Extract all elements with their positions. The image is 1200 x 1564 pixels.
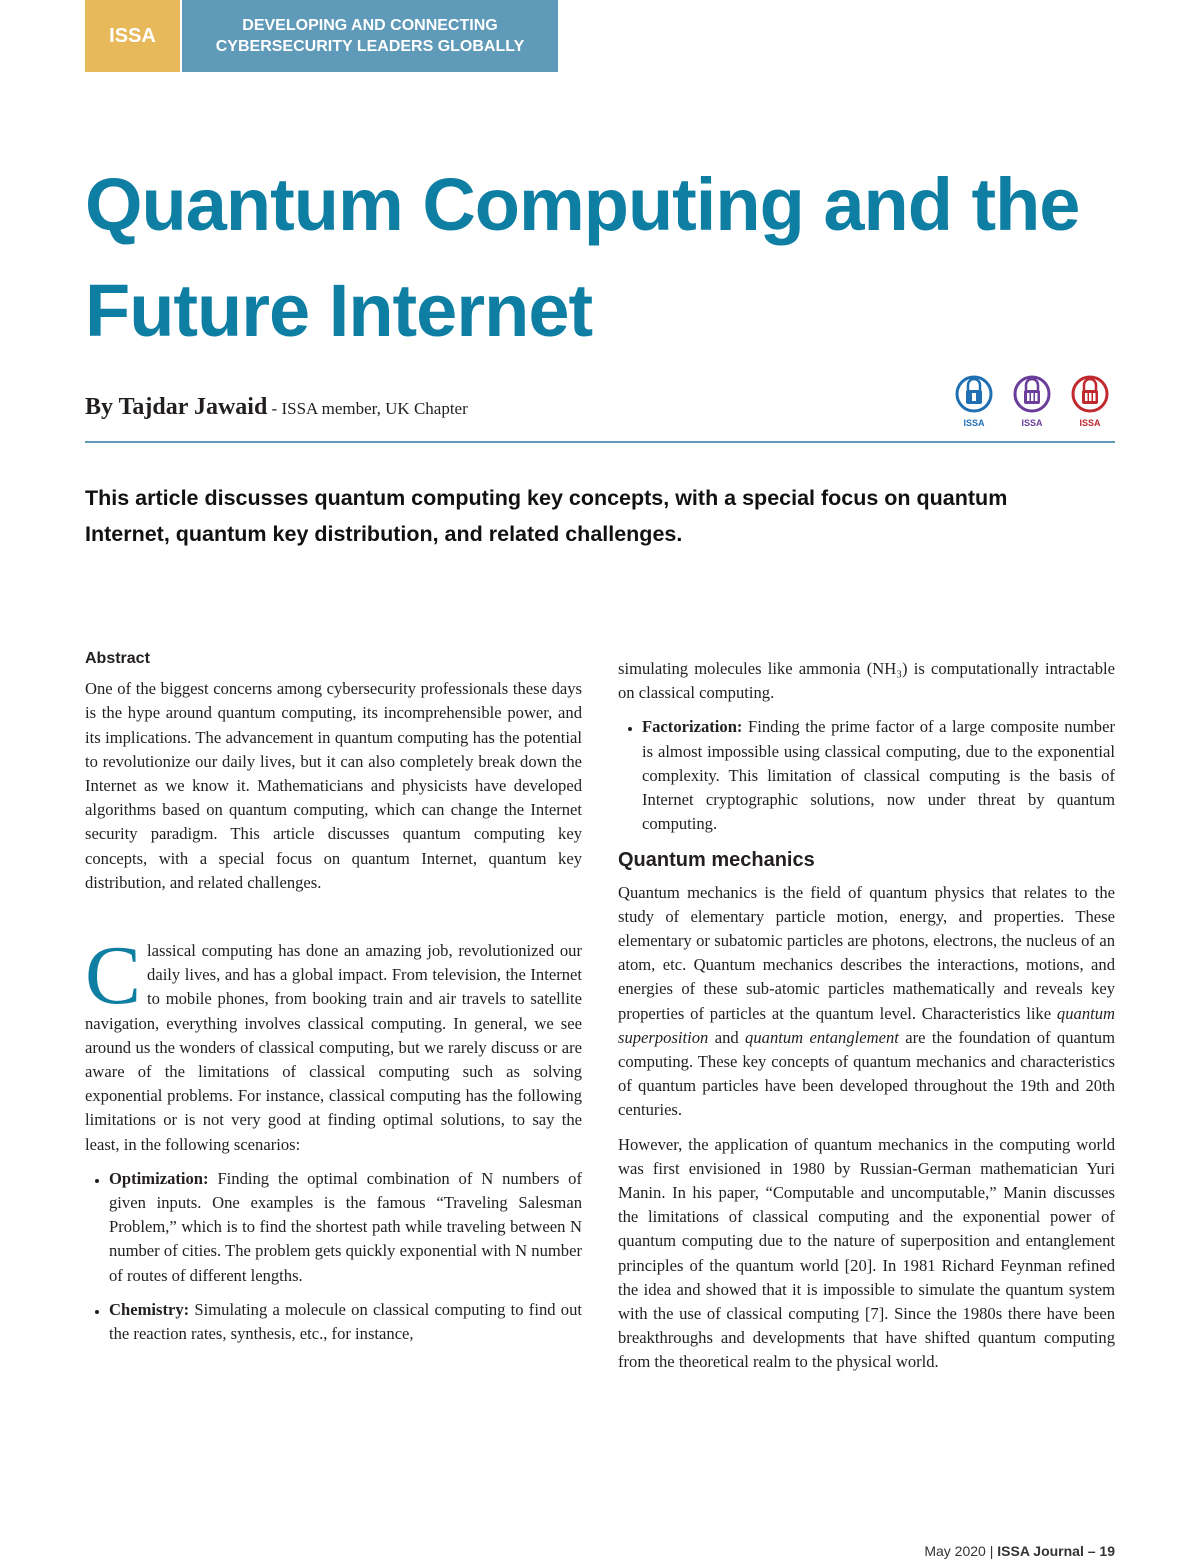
quantum-mechanics-paragraph-1: Quantum mechanics is the field of quantum physics that relates to the study of elementary particle motion, energy, and properties. These elementary or subatomic particles are photons, electrons, the nucleus of an atom, etc. Quantum mechanics describes the interactions, motions, and energies of these sub-atomic particles mathematically and reveals key properties of particles at the quantum level. Characteristics like quantum superposition and quantum entanglement are the foundation of quantum computing. These key concepts of quantum mechanics and characteristics of quantum particles have been developed throughout the 19th and 20th centuries. (618, 882, 1116, 1120)
pre-professional-badge-icon (950, 366, 998, 428)
list-item-text: Finding the optimal combination of N numbers of given inputs. One examples is the famous “Traveling Salesman Problem,” which is to find the shortest path while traveling between N number of cities. The problem gets quickly exponential with N number of routes of different lengths. (109, 1168, 582, 1285)
issa-tagline (182, 0, 558, 72)
intro-paragraph (85, 929, 582, 1157)
list-item (109, 1167, 582, 1288)
svg-text:ISSA: ISSA (1079, 418, 1101, 428)
list-item-text: Finding the prime factor of a large composite number is almost impossible using classical computing, due to the exponential complexity. This limitation of classical computing is the basis of Internet cryptographic solutions, now under threat by quantum computing. (642, 717, 1115, 834)
mid-career-badge-icon (1066, 366, 1114, 428)
left-column (85, 647, 582, 1356)
list-item (109, 1298, 582, 1346)
abstract-heading: Abstract (85, 650, 150, 667)
svg-text:ISSA: ISSA (1021, 418, 1043, 428)
svg-text:ISSA: ISSA (963, 418, 985, 428)
quantum-mechanics-paragraph-2: However, the application of quantum mechanics in the computing world was first envisioned in 1980 by Russian-German mathematician Yuri Manin. In his paper, “Computable and uncomputable,” Manin discusses the limitations of classical computing and the exponential power of quantum computing due to the nature of superposition and entanglement principles of the quantum world [20]. In 1981 Richard Feynman refined the idea and showed that it is impossible to simulate the quantum system with the use of classical computing [7]. Since the 1980s there have been breakthroughs and developments that have shifted quantum computing from the theoretical realm to the physical world. (618, 1134, 1115, 1372)
article-lede: This article discusses quantum computing key concepts, with a special focus on quantum Internet, quantum key distribution, and related challenges. (85, 486, 1008, 546)
list-item-term: Chemistry: (109, 1299, 190, 1319)
drop-cap: C (85, 929, 142, 1023)
footer-date: May 2020 | (924, 1543, 998, 1559)
byline-divider (85, 441, 1115, 443)
tagline-line-2: CYBERSECURITY LEADERS GLOBALLY (215, 38, 525, 55)
list-item-text: Simulating a molecule on classical computing to find out the reaction rates, synthesis, etc., for instance, (109, 1299, 582, 1344)
limitations-list-cont (618, 715, 1115, 836)
section-heading-quantum-mechanics: Quantum mechanics (618, 849, 815, 872)
abstract-text: One of the biggest concerns among cybersecurity professionals these days is the hype around quantum computing, its incomprehensible power, and its implications. The advancement in quantum computing has the potential to revolutionize our daily lives, but it can also completely break down the Internet as we know it. Mathematicians and physicists have developed algorithms based on quantum computing, which can change the Internet security paradigm. This article discusses quantum computing key concepts, with a special focus on quantum Internet, quantum key distribution, and related challenges. (85, 679, 582, 892)
list-item (642, 715, 1115, 836)
article-title: Quantum Computing and the Future Internet (85, 163, 1080, 352)
entry-level-badge-icon (1008, 366, 1056, 428)
limitations-list (85, 1167, 582, 1346)
footer-journal: ISSA Journal – 19 (997, 1543, 1115, 1559)
issa-label: ISSA (85, 0, 180, 72)
author-name: By Tajdar Jawaid (85, 394, 268, 420)
list-item-term: Factorization: (642, 717, 743, 737)
tagline-line-1: DEVELOPING AND CONNECTING (242, 17, 498, 34)
list-item-term: Optimization: (109, 1168, 209, 1188)
chemistry-continuation: simulating molecules like ammonia (NH₃) is computationally intractable on classical computing. (618, 659, 1115, 703)
right-column (618, 647, 1115, 1385)
byline (85, 394, 468, 421)
author-affiliation: - ISSA member, UK Chapter (267, 399, 468, 418)
level-badges (950, 366, 1115, 428)
intro-text: lassical computing has done an amazing job, revolutionized our daily lives, and has a global impact. From television, the Internet to mobile phones, from booking train and air travels to satellite navigation, everything involves classical computing. In general, we see around us the wonders of classical computing, but we rarely discuss or are aware of the limitations of classical computing such as solving exponential problems. For instance, classical computing has the following limitations or is not very good at finding optimal solutions, to say the least, in the following scenarios: (85, 941, 582, 1154)
page-footer (924, 1543, 1115, 1559)
